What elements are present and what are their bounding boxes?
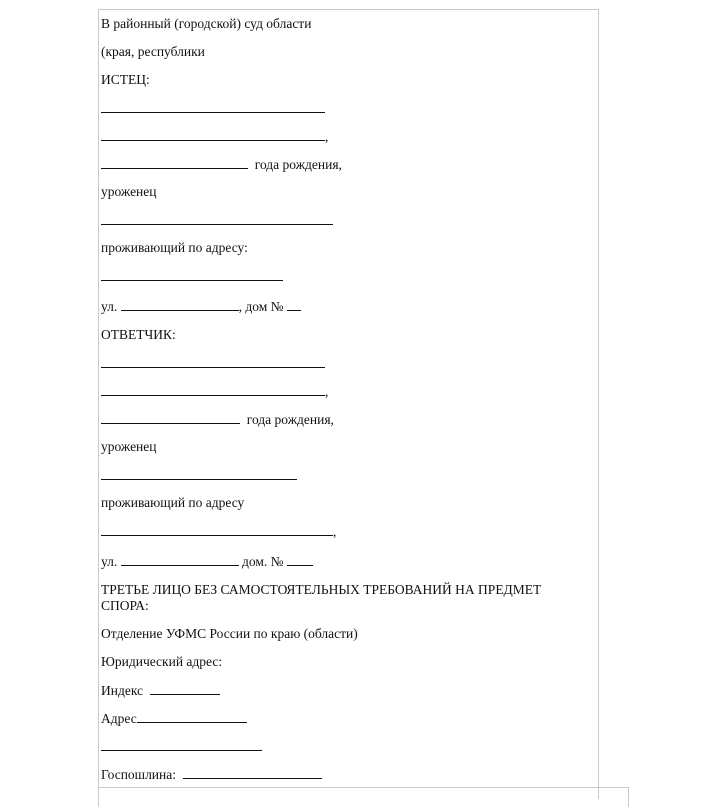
plaintiff-house-label: , дом № (238, 299, 284, 314)
plaintiff-birth-year-label: года рождения, (254, 157, 342, 172)
plaintiff-residence-label: проживающий по адресу: (101, 240, 248, 255)
plaintiff-residence-line (101, 268, 283, 285)
defendant-native-line (101, 467, 297, 484)
defendant-native-label: уроженец (101, 439, 157, 454)
address-label: Адрес (101, 711, 137, 726)
third-party-org: Отделение УФМС России по краю (области) (101, 626, 358, 641)
plaintiff-native-label: уроженец (101, 184, 157, 199)
third-party-heading: ТРЕТЬЕ ЛИЦО БЕЗ САМОСТОЯТЕЛЬНЫХ ТРЕБОВАНИЙ НА ПРЕДМЕТ СПОРА: (101, 582, 542, 613)
defendant-street-label: ул. (101, 554, 118, 569)
legal-address-label: Юридический адрес: (101, 654, 223, 669)
defendant-birth-year-label: года рождения, (246, 412, 334, 427)
defendant-house-label: дом. № (242, 554, 284, 569)
plaintiff-street-label: ул. (101, 299, 118, 314)
defendant-heading: ОТВЕТЧИК: (101, 327, 176, 342)
address-line-2 (101, 738, 262, 755)
address-row (101, 710, 247, 727)
plaintiff-birth-year (101, 156, 342, 173)
plaintiff-name-line-2: , (101, 128, 328, 145)
defendant-residence-line: , (101, 523, 336, 540)
court-line-2: (края, республики (101, 44, 205, 59)
court-line-1: В районный (городской) суд области (101, 16, 312, 31)
next-page-edge (98, 787, 629, 807)
index-row (101, 682, 220, 699)
plaintiff-native-line (101, 212, 333, 229)
defendant-name-line-2: , (101, 383, 328, 400)
defendant-street-row (101, 553, 313, 570)
fee-label: Госпошлина: (101, 767, 176, 782)
defendant-name-line-1 (101, 355, 325, 372)
defendant-birth-year (101, 411, 334, 428)
plaintiff-street-row (101, 298, 301, 315)
index-label: Индекс (101, 683, 144, 698)
plaintiff-name-line-1 (101, 100, 325, 117)
defendant-residence-label: проживающий по адресу (101, 495, 245, 510)
plaintiff-heading: ИСТЕЦ: (101, 72, 150, 87)
fee-row (101, 766, 322, 783)
